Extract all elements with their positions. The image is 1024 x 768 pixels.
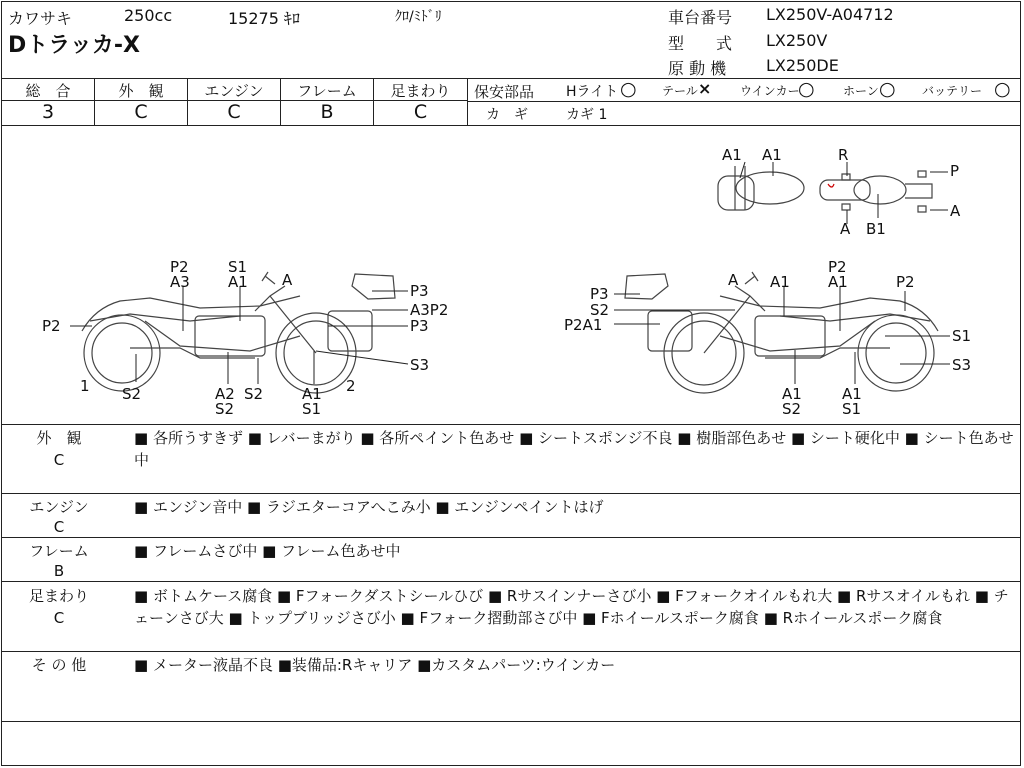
remarks-suspension-grade: C bbox=[53, 609, 65, 627]
diagram-label: S3 bbox=[952, 356, 972, 374]
tail-mark: × bbox=[698, 79, 712, 98]
grade-suspension-label: 足まわり bbox=[390, 82, 451, 100]
diagram-label: A1 bbox=[228, 273, 248, 291]
remarks-exterior-text: ■ 各所うすきず ■ レバーまがり ■ 各所ペイント色あせ ■ シートスポンジ不良 ■ 樹脂部色あせ ■ シート硬化中 ■ シート色あせ中 bbox=[134, 429, 1014, 469]
diagram-label: S1 bbox=[842, 400, 862, 418]
diagram-label: P3 bbox=[410, 282, 429, 300]
bike-top-view bbox=[718, 166, 932, 212]
body-color: ｸﾛ/ﾐﾄﾞﾘ bbox=[395, 9, 442, 25]
diagram-label: A1 bbox=[770, 273, 790, 291]
maker: カワサキ bbox=[8, 9, 73, 28]
remarks-frame-text: ■ フレームさび中 ■ フレーム色あせ中 bbox=[134, 542, 401, 560]
diagram-label: A2 bbox=[215, 385, 235, 403]
diagram-label: S3 bbox=[410, 356, 430, 374]
grade-overall-value: 3 bbox=[41, 101, 55, 123]
diagram-label: A1 bbox=[722, 146, 742, 164]
model-name: Dトラッカ-X bbox=[8, 33, 140, 58]
diagram-label: B1 bbox=[866, 220, 886, 238]
diagram-label: A1 bbox=[782, 385, 802, 403]
diagram-label: A1 bbox=[828, 273, 848, 291]
diagram-label: 1 bbox=[80, 377, 90, 395]
remarks-suspension-label: 足まわり bbox=[28, 587, 89, 605]
diagram-label: A bbox=[950, 202, 961, 220]
grid-line bbox=[467, 101, 1021, 102]
grade-exterior-label: 外 観 bbox=[118, 82, 164, 100]
headlight-mark: ○ bbox=[620, 78, 637, 100]
diagram-label: P2 bbox=[170, 258, 189, 276]
grid-line bbox=[1, 651, 1021, 652]
remarks-exterior-grade: C bbox=[53, 451, 65, 469]
grid-line bbox=[467, 78, 468, 125]
remarks-frame-grade: B bbox=[53, 562, 65, 580]
diagram-label: S1 bbox=[952, 327, 972, 345]
horn-label: ホーン bbox=[843, 84, 879, 98]
grade-exterior-value: C bbox=[134, 101, 148, 123]
grade-frame-value: B bbox=[320, 101, 334, 123]
diagram-label: S2 bbox=[244, 385, 264, 403]
diagram-label: S1 bbox=[228, 258, 248, 276]
engine-label: 原 動 機 bbox=[668, 59, 727, 78]
type-label: 型 式 bbox=[668, 34, 733, 53]
remarks-engine-label: エンジン bbox=[29, 498, 89, 516]
remarks-frame-label: フレーム bbox=[29, 542, 89, 560]
diagram-label: A1 bbox=[842, 385, 862, 403]
grade-frame-label: フレーム bbox=[297, 82, 357, 100]
remarks-suspension-text: ■ ボトムケース腐食 ■ Fフォークダストシールひび ■ Rサスインナーさび小 ■ Fフォークオイルもれ大 ■ Rサスオイルもれ ■ チェーンさび大 ■ トップブリッジさび小 ■ Fフォーク摺動部さび中 ■ Fホイールスポーク腐食 ■ Rホイールスポーク腐食 bbox=[134, 587, 1009, 627]
diagram-label: A3P2 bbox=[410, 301, 449, 319]
remarks-other-text: ■ メーター液晶不良 ■装備品:Rキャリア ■カスタムパーツ:ウインカー bbox=[134, 656, 616, 674]
displacement: 250cc bbox=[124, 6, 173, 25]
remarks-exterior-label: 外 観 bbox=[36, 429, 82, 447]
diagram-label: A bbox=[728, 271, 739, 289]
diagram-label: P2 bbox=[828, 258, 847, 276]
winker-label: ウインカー bbox=[740, 84, 800, 98]
diagram-label: S1 bbox=[302, 400, 322, 418]
safety-title: 保安部品 bbox=[474, 83, 535, 101]
diagram-label: S2 bbox=[590, 301, 610, 319]
type-value: LX250V bbox=[766, 31, 828, 50]
diagram-label: P bbox=[950, 162, 960, 180]
damage-diagram bbox=[0, 126, 1024, 424]
horn-mark: ○ bbox=[879, 78, 896, 100]
diagram-label: 2 bbox=[346, 377, 356, 395]
diagram-label: R bbox=[838, 146, 849, 164]
grid-line bbox=[1, 424, 1021, 425]
remarks-engine-grade: C bbox=[53, 518, 65, 536]
diagram-label: A bbox=[840, 220, 851, 238]
grade-suspension-value: C bbox=[413, 101, 428, 123]
grid-line bbox=[1, 493, 1021, 494]
grid-line bbox=[1, 581, 1021, 582]
winker-mark: ○ bbox=[798, 78, 815, 100]
engine-value: LX250DE bbox=[766, 56, 839, 75]
diagram-label: P3 bbox=[410, 317, 429, 335]
grade-overall-label: 総 合 bbox=[25, 82, 71, 100]
battery-label: バッテリー bbox=[922, 84, 983, 98]
diagram-label: P2A1 bbox=[564, 316, 603, 334]
grid-line bbox=[1, 721, 1021, 722]
key-label: カ ギ bbox=[486, 107, 528, 123]
diagram-label: A bbox=[282, 271, 293, 289]
headlight-label: Hライト bbox=[566, 84, 619, 100]
diagram-label: S2 bbox=[122, 385, 142, 403]
grade-engine-value: C bbox=[227, 101, 241, 123]
diagram-label: P2 bbox=[896, 273, 915, 291]
diagram-label: A1 bbox=[762, 146, 782, 164]
frame-number-label: 車台番号 bbox=[668, 8, 733, 27]
diagram-label: S2 bbox=[782, 400, 802, 418]
tail-label: テール bbox=[662, 84, 698, 98]
remarks-engine-text: ■ エンジン音中 ■ ラジエターコアへこみ小 ■ エンジンペイントはげ bbox=[134, 498, 604, 516]
diagram-label: A3 bbox=[170, 273, 190, 291]
mileage: 15275 ｷﾛ bbox=[228, 9, 300, 28]
key-value: カギ 1 bbox=[566, 107, 608, 123]
frame-number-value: LX250V-A04712 bbox=[766, 5, 894, 24]
diagram-label: P3 bbox=[590, 285, 609, 303]
battery-mark: ○ bbox=[994, 78, 1011, 100]
grade-engine-label: エンジン bbox=[204, 82, 264, 100]
remarks-other-label: そ の 他 bbox=[31, 656, 87, 674]
grid-line bbox=[1, 537, 1021, 538]
diagram-label: P2 bbox=[42, 317, 61, 335]
grid-line bbox=[1, 78, 1021, 79]
diagram-label: A1 bbox=[302, 385, 322, 403]
diagram-label: S2 bbox=[215, 400, 235, 418]
